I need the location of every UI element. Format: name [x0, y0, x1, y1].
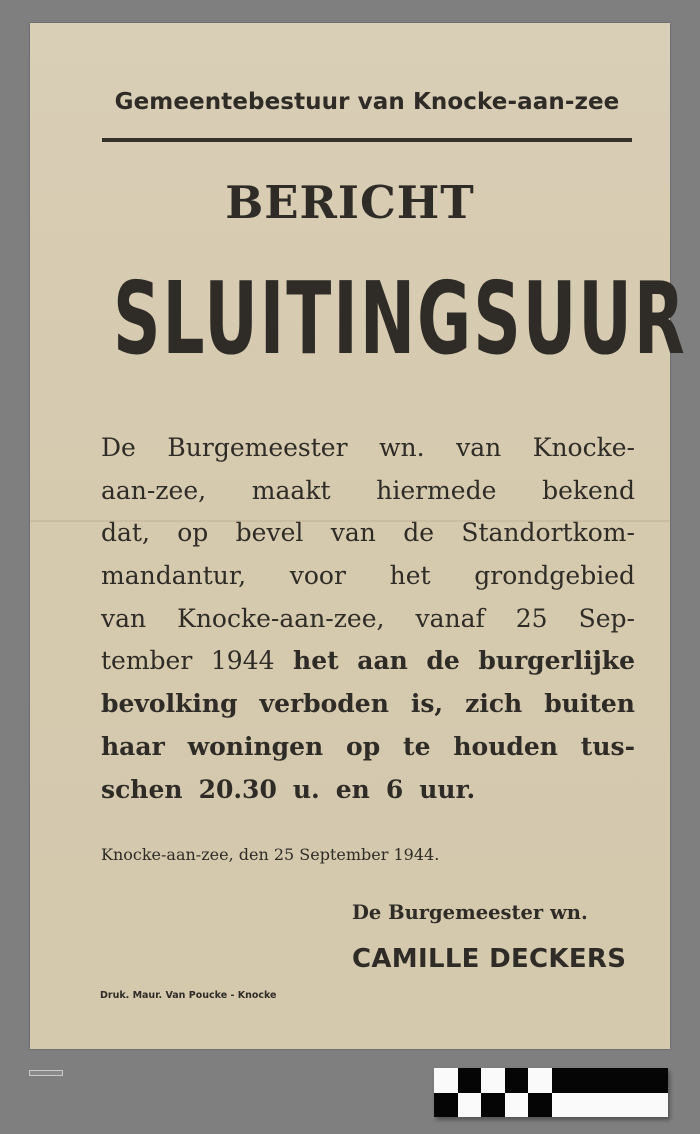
scale-cell	[458, 1068, 482, 1093]
body-word: Knocke-aan-zee,	[177, 603, 385, 633]
body-word: De	[101, 433, 136, 462]
body-line	[101, 555, 635, 598]
body-word: 20.30	[198, 774, 277, 804]
notice-title: BERICHT	[225, 176, 475, 229]
scale-cell	[528, 1093, 552, 1118]
body-word: 1944	[210, 646, 275, 676]
body-word: het	[293, 646, 339, 676]
body-line	[101, 726, 635, 769]
printer-credit: Druk. Maur. Van Poucke - Knocke	[100, 990, 277, 1001]
scale-cell	[505, 1068, 529, 1093]
body-word: Knocke-	[532, 433, 635, 462]
body-word: hiermede	[376, 475, 497, 505]
body-word: u.	[292, 774, 320, 804]
municipality-header: Gemeentebestuur van Knocke-aan-zee	[114, 89, 620, 115]
body-word: houden	[453, 731, 558, 761]
signature-title: De Burgemeester wn.	[352, 901, 588, 924]
body-word: Standortkom-	[461, 518, 635, 548]
poster-paper	[30, 23, 687, 1049]
body-line	[101, 769, 635, 812]
scale-cell	[434, 1093, 458, 1118]
body-word: de	[426, 646, 460, 676]
signature-name: CAMILLE DECKERS	[352, 944, 627, 974]
body-word: van	[456, 433, 502, 462]
subject-text: SLUITINGSUUR	[113, 260, 687, 377]
scale-cell	[458, 1093, 482, 1118]
body-word: Sep-	[578, 603, 635, 633]
body-line	[101, 640, 635, 683]
body-word: wn.	[379, 433, 425, 462]
date-line: Knocke-aan-zee, den 25 September 1944.	[101, 845, 440, 864]
body-word: voor	[289, 561, 346, 591]
archive-marker	[29, 1070, 63, 1076]
body-word: verboden	[259, 689, 389, 719]
body-word: mandantur,	[101, 561, 247, 591]
color-scale-bar	[434, 1068, 668, 1117]
scale-cell	[505, 1093, 529, 1118]
body-word: buiten	[544, 689, 635, 719]
scale-cell	[528, 1068, 552, 1093]
body-line	[101, 512, 635, 555]
body-word: aan-zee,	[101, 475, 207, 505]
body-word: is,	[410, 689, 444, 719]
body-word: haar	[101, 731, 165, 761]
body-word: vanaf	[415, 603, 485, 633]
scale-cell	[552, 1068, 669, 1093]
body-word: 25	[515, 603, 548, 633]
body-word: de	[403, 518, 435, 548]
body-line	[101, 598, 635, 641]
scale-cell	[481, 1068, 505, 1093]
scale-cell	[481, 1093, 505, 1118]
body-word: grondgebied	[474, 561, 635, 591]
body-line	[101, 427, 635, 470]
body-word: Burgemeester	[167, 433, 348, 462]
body-word: op	[177, 518, 209, 548]
body-word: dat,	[101, 518, 150, 548]
scale-cell	[434, 1068, 458, 1093]
body-word: van	[330, 518, 376, 548]
body-word: te	[403, 731, 431, 761]
body-line	[101, 470, 635, 513]
body-word: woningen	[187, 731, 324, 761]
body-word: en	[335, 774, 370, 804]
body-word: burgerlijke	[478, 646, 635, 676]
header-rule	[102, 138, 632, 142]
body-word: bekend	[542, 475, 635, 505]
body-word: op	[346, 731, 381, 761]
body-word: 6	[385, 774, 404, 804]
body-word: van	[101, 603, 147, 633]
body-word: tus-	[580, 731, 635, 761]
body-word: maakt	[251, 475, 331, 505]
body-word: zich	[465, 689, 523, 719]
body-word: bevolking	[101, 689, 238, 719]
body-word: uur.	[419, 774, 476, 804]
body-word: het	[389, 561, 431, 591]
body-word: schen	[101, 774, 183, 804]
body-word: aan	[357, 646, 408, 676]
body-line	[101, 683, 635, 726]
body-word: bevel	[235, 518, 304, 548]
notice-body	[101, 427, 635, 811]
scale-cell	[552, 1093, 669, 1118]
body-word: tember	[101, 646, 193, 676]
notice-subject	[113, 260, 687, 377]
